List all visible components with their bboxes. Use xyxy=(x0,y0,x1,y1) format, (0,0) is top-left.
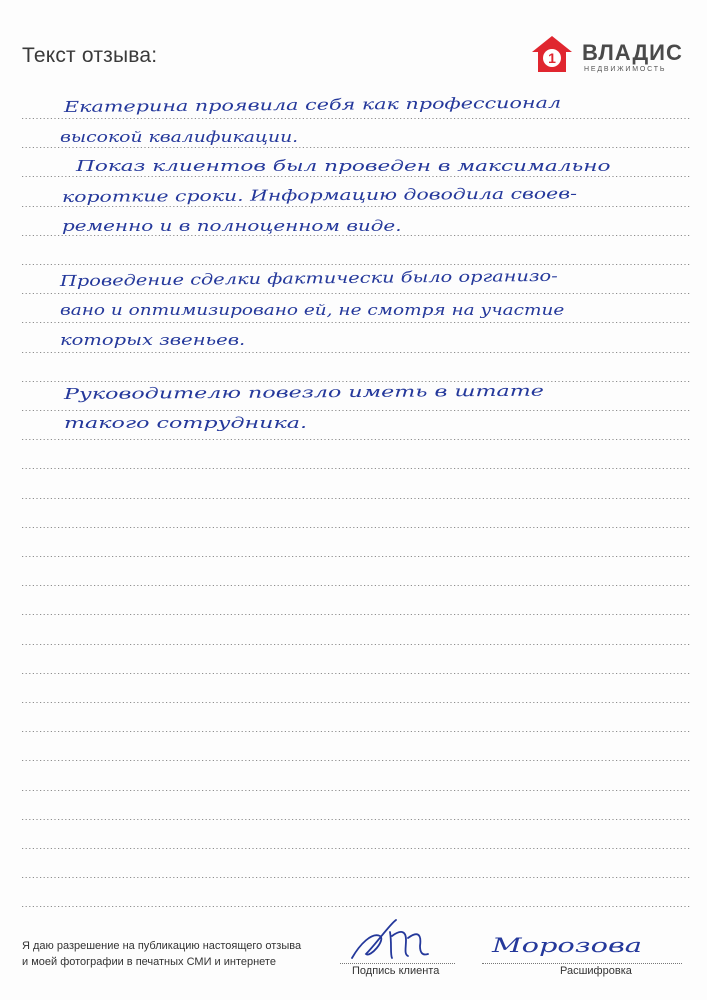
form-title: Текст отзыва: xyxy=(22,44,158,67)
review-line: Руководителю повезло иметь в штате xyxy=(63,381,544,403)
logo-subtitle: НЕДВИЖИМОСТЬ xyxy=(584,66,667,73)
review-line: вано и оптимизировано ей, не смотря на участие xyxy=(60,301,565,319)
logo-name: ВЛАДИС xyxy=(582,40,683,65)
signature-label: Подпись клиента xyxy=(352,965,440,977)
consent-line: и моей фотографии в печатных СМИ и интернете xyxy=(22,956,276,968)
review-line: Екатерина проявила себя как профессионал xyxy=(63,93,562,116)
publication-consent xyxy=(22,938,301,970)
client-signature-image xyxy=(346,914,446,964)
decoding-value: Морозова xyxy=(490,933,642,957)
review-line: Проведение сделки фактически было организо- xyxy=(59,266,558,290)
consent-line: Я даю разрешение на публикацию настоящего отзыва xyxy=(22,940,302,952)
review-line: ременно и в полноценном виде. xyxy=(62,217,402,235)
logo-digit: 1 xyxy=(548,50,556,66)
decoding-label: Расшифровка xyxy=(560,965,632,977)
decoding-field xyxy=(482,963,682,964)
review-line: Показ клиентов был проведен в максимально xyxy=(76,157,611,175)
signature-field xyxy=(340,963,455,964)
review-line: высокой квалификации. xyxy=(60,128,299,146)
review-line: которых звеньев. xyxy=(60,331,246,349)
decoding-handwriting-image xyxy=(488,926,658,962)
review-line: короткие сроки. Информацию доводила своев- xyxy=(61,184,578,206)
review-line: такого сотрудника. xyxy=(64,414,308,432)
